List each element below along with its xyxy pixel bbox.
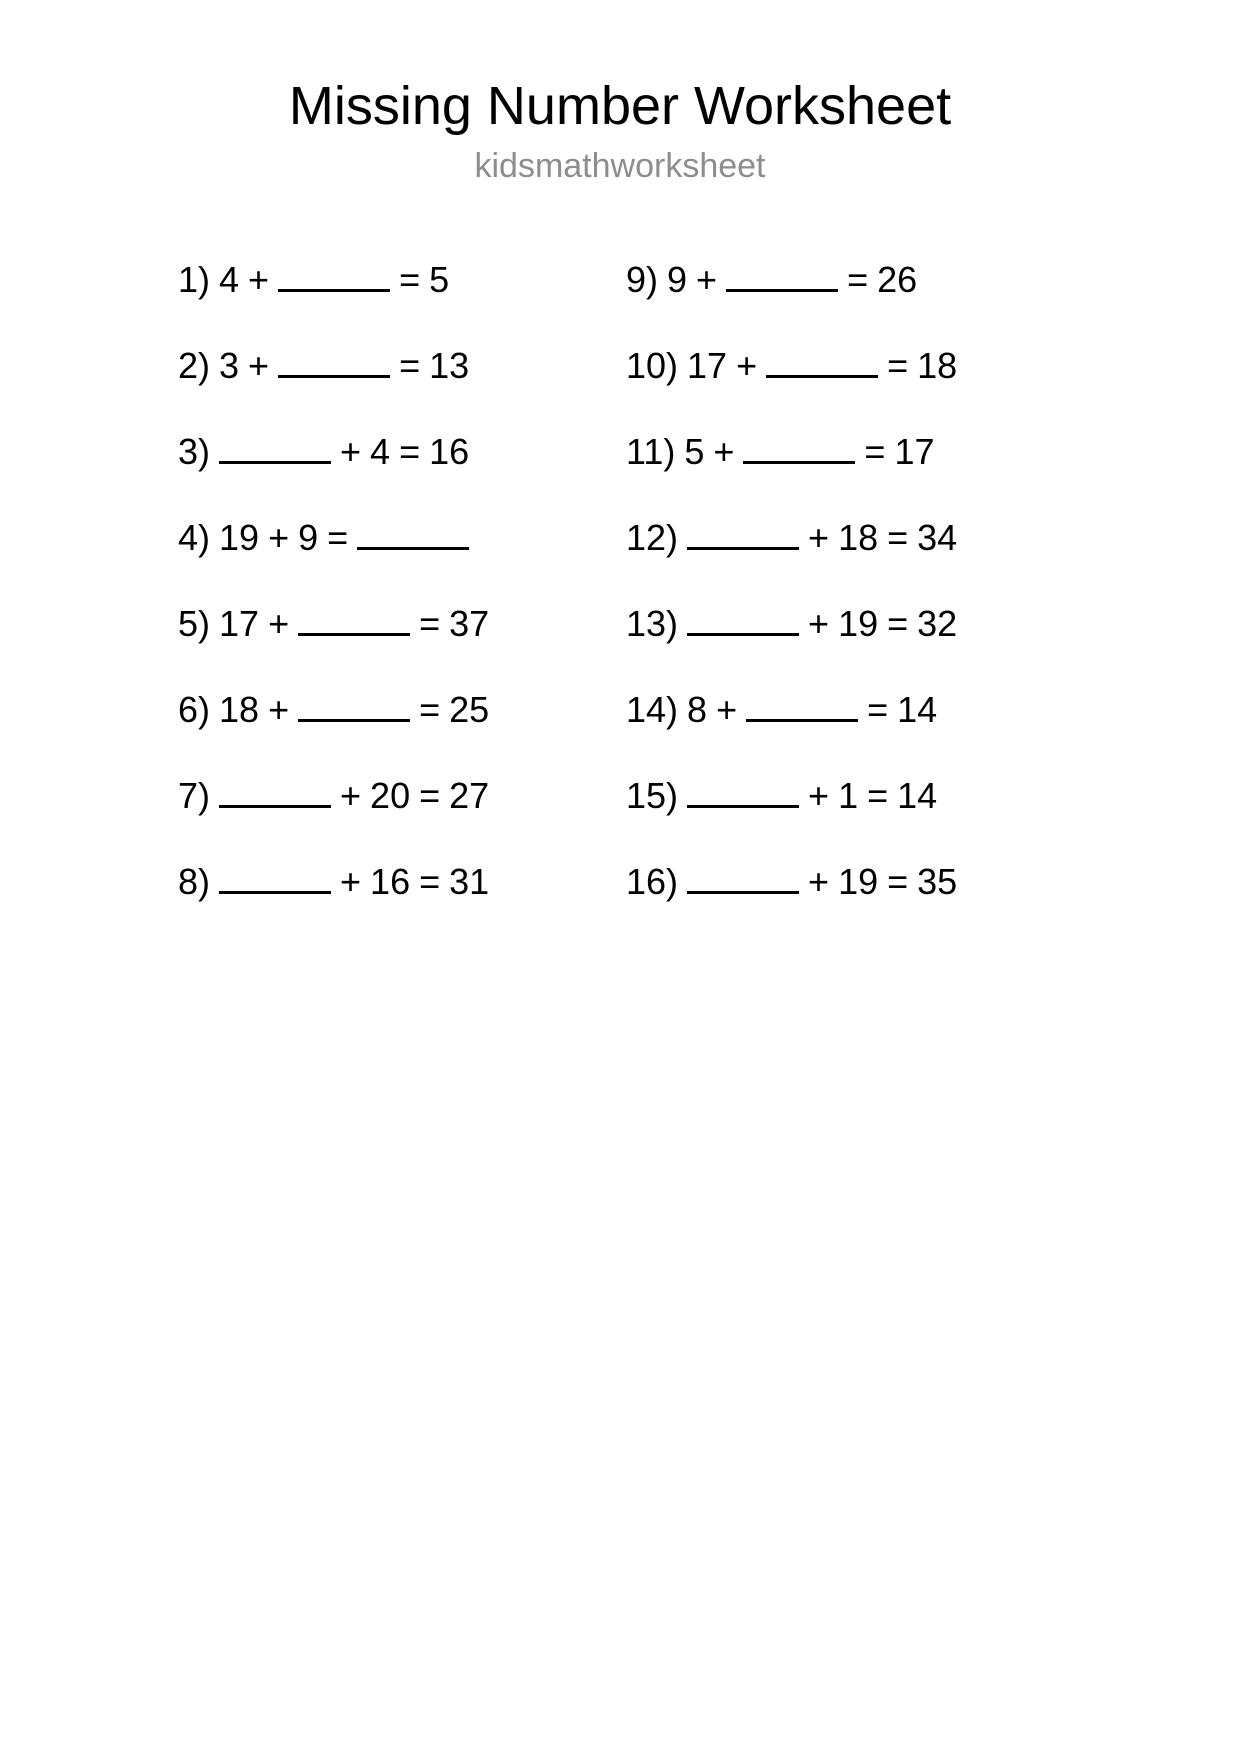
problem-result: 14 (897, 775, 938, 817)
answer-blank[interactable] (687, 525, 799, 550)
equals-operator: = (419, 861, 441, 903)
problem-operand-a: 17 (687, 345, 728, 387)
plus-operator: + (340, 431, 362, 473)
problem-result: 5 (429, 259, 450, 301)
problem-result: 25 (449, 689, 490, 731)
equals-operator: = (419, 603, 441, 645)
problem-row (626, 775, 1046, 864)
problem-operand-a: 19 (219, 517, 260, 559)
problem-operand-b: 19 (838, 603, 879, 645)
problem-result: 37 (449, 603, 490, 645)
problem-row (178, 259, 626, 348)
problem-number: 7) (178, 775, 211, 817)
problem-operand-a: 18 (219, 689, 260, 731)
problem-result: 13 (429, 345, 470, 387)
plus-operator: + (808, 603, 830, 645)
answer-blank[interactable] (687, 611, 799, 636)
problem-column-right (626, 259, 1046, 950)
answer-blank[interactable] (726, 267, 838, 292)
problem-result: 18 (917, 345, 958, 387)
problem-operand-a: 8 (687, 689, 708, 731)
problem-row (178, 345, 626, 434)
problem-operand-b: 18 (838, 517, 879, 559)
problem-row (626, 689, 1046, 778)
problem-result: 34 (917, 517, 958, 559)
plus-operator: + (716, 689, 738, 731)
problem-row (178, 603, 626, 692)
answer-blank[interactable] (746, 697, 858, 722)
problem-row (626, 861, 1046, 950)
answer-blank[interactable] (766, 353, 878, 378)
answer-blank[interactable] (278, 267, 390, 292)
plus-operator: + (808, 861, 830, 903)
answer-blank[interactable] (219, 783, 331, 808)
problem-operand-a: 5 (684, 431, 705, 473)
problem-number: 3) (178, 431, 211, 473)
problem-number: 4) (178, 517, 211, 559)
problem-number: 14) (626, 689, 679, 731)
problem-number: 16) (626, 861, 679, 903)
problem-number: 9) (626, 259, 659, 301)
equals-operator: = (864, 431, 886, 473)
answer-blank[interactable] (219, 439, 331, 464)
equals-operator: = (419, 689, 441, 731)
problem-operand-b: 19 (838, 861, 879, 903)
plus-operator: + (713, 431, 735, 473)
problem-row (626, 603, 1046, 692)
equals-operator: = (867, 689, 889, 731)
plus-operator: + (268, 603, 290, 645)
problem-result: 16 (429, 431, 470, 473)
plus-operator: + (340, 861, 362, 903)
equals-operator: = (887, 517, 909, 559)
problems-container (0, 259, 1240, 950)
problem-operand-b: 1 (838, 775, 859, 817)
page-title: Missing Number Worksheet (288, 76, 952, 136)
problem-number: 10) (626, 345, 679, 387)
answer-blank[interactable] (298, 611, 410, 636)
plus-operator: + (268, 689, 290, 731)
problem-number: 12) (626, 517, 679, 559)
worksheet-header (0, 0, 1240, 184)
problem-result: 32 (917, 603, 958, 645)
page-subtitle: kidsmathworksheet (474, 146, 766, 185)
problem-number: 1) (178, 259, 211, 301)
answer-blank[interactable] (357, 525, 469, 550)
problem-result: 26 (877, 259, 918, 301)
problem-row (178, 689, 626, 778)
problem-number: 15) (626, 775, 679, 817)
problem-operand-a: 3 (219, 345, 240, 387)
equals-operator: = (399, 431, 421, 473)
equals-operator: = (887, 603, 909, 645)
answer-blank[interactable] (298, 697, 410, 722)
problem-number: 11) (626, 431, 676, 473)
problem-operand-b: 16 (370, 861, 411, 903)
problem-number: 13) (626, 603, 679, 645)
problem-row (178, 775, 626, 864)
problem-operand-b: 20 (370, 775, 411, 817)
equals-operator: = (419, 775, 441, 817)
plus-operator: + (808, 775, 830, 817)
problem-row (178, 861, 626, 950)
problem-row (626, 431, 1046, 520)
equals-operator: = (887, 345, 909, 387)
plus-operator: + (340, 775, 362, 817)
equals-operator: = (327, 517, 349, 559)
problem-result: 27 (449, 775, 490, 817)
equals-operator: = (399, 345, 421, 387)
problem-operand-b: 4 (370, 431, 391, 473)
answer-blank[interactable] (687, 869, 799, 894)
equals-operator: = (847, 259, 869, 301)
problem-column-left (178, 259, 626, 950)
problem-row (178, 431, 626, 520)
problem-operand-a: 17 (219, 603, 260, 645)
equals-operator: = (867, 775, 889, 817)
plus-operator: + (248, 259, 270, 301)
problem-result: 35 (917, 861, 958, 903)
problem-row (626, 259, 1046, 348)
problem-number: 8) (178, 861, 211, 903)
answer-blank[interactable] (687, 783, 799, 808)
problem-row (626, 517, 1046, 606)
problem-result: 31 (449, 861, 490, 903)
problem-operand-b: 9 (298, 517, 319, 559)
plus-operator: + (268, 517, 290, 559)
problem-number: 2) (178, 345, 211, 387)
answer-blank[interactable] (743, 439, 855, 464)
problem-row (626, 345, 1046, 434)
problem-operand-a: 9 (667, 259, 688, 301)
answer-blank[interactable] (219, 869, 331, 894)
plus-operator: + (696, 259, 718, 301)
plus-operator: + (248, 345, 270, 387)
problem-result: 14 (897, 689, 938, 731)
problem-operand-a: 4 (219, 259, 240, 301)
answer-blank[interactable] (278, 353, 390, 378)
plus-operator: + (808, 517, 830, 559)
problem-number: 6) (178, 689, 211, 731)
problem-row (178, 517, 626, 606)
plus-operator: + (736, 345, 758, 387)
equals-operator: = (399, 259, 421, 301)
equals-operator: = (887, 861, 909, 903)
problem-number: 5) (178, 603, 211, 645)
problem-result: 17 (894, 431, 935, 473)
